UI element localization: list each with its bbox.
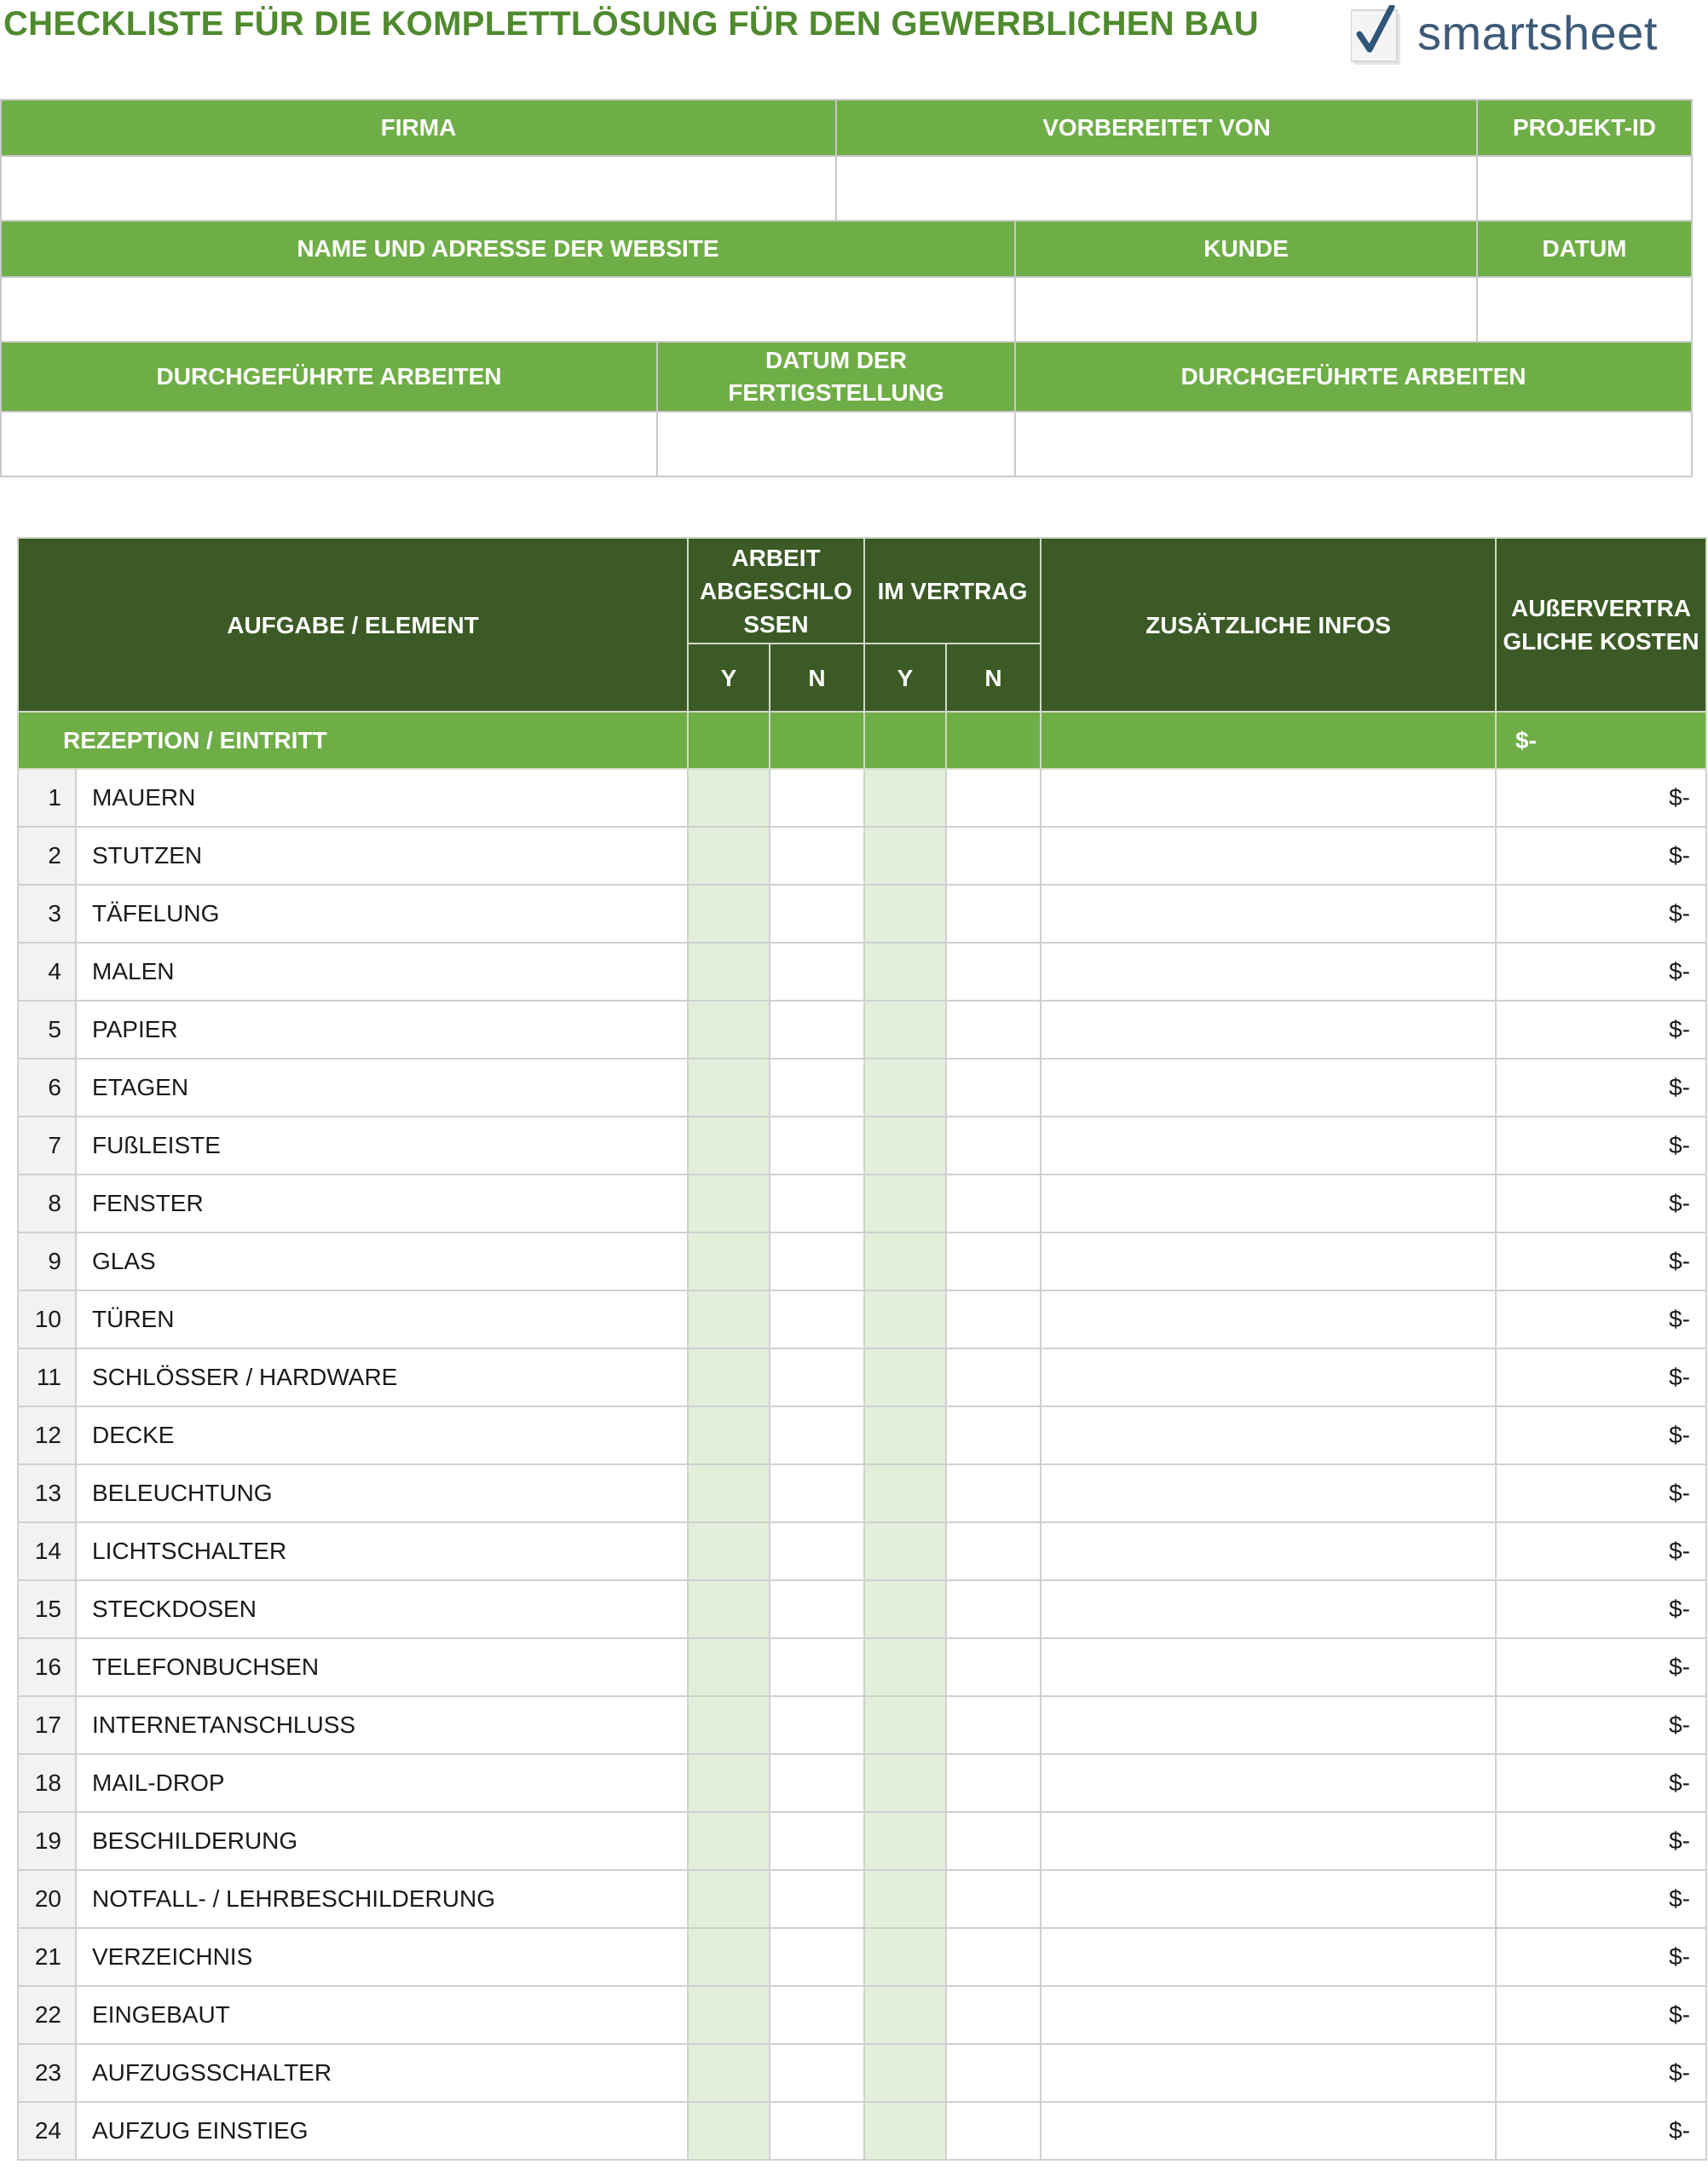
table-row [18,1175,1706,1232]
work-done-no-cell[interactable] [770,1580,864,1638]
work-performed-label-2: DURCHGEFÜHRTE ARBEITEN [1015,342,1692,412]
work-done-yes-cell[interactable] [688,1696,770,1754]
table-row [18,1696,1706,1754]
work-done-yes-cell[interactable] [688,1232,770,1290]
table-row [18,2044,1706,2102]
work-done-yes-cell[interactable] [688,2044,770,2102]
customer-field[interactable] [1015,277,1477,342]
extra-cost-header: AUßERVERTRA GLICHE KOSTEN [1496,538,1706,712]
in-contract-yes-cell[interactable] [864,1522,946,1580]
row-task: STUTZEN [76,827,688,885]
in-contract-yes-cell[interactable] [864,1232,946,1290]
work-done-no-cell[interactable] [770,1406,864,1464]
smartsheet-logo [1351,0,1670,68]
additional-info-cell[interactable] [1041,827,1496,885]
in-contract-no-cell[interactable] [946,1232,1041,1290]
project-id-label: PROJEKT-ID [1477,100,1692,156]
table-row [18,1406,1706,1464]
row-task: FUßLEISTE [76,1117,688,1175]
in-contract-no-cell[interactable] [946,1580,1041,1638]
additional-info-cell[interactable] [1041,1348,1496,1406]
completion-date-label: DATUM DER FERTIGSTELLUNG [657,342,1015,412]
row-number: 7 [18,1117,76,1175]
row-number: 10 [18,1290,76,1348]
row-number: 6 [18,1059,76,1117]
in-contract-no-cell[interactable] [946,1870,1041,1928]
row-cost: $- [1496,1522,1706,1580]
work-done-yes-cell[interactable] [688,1464,770,1522]
work-done-no-cell[interactable] [770,2102,864,2160]
work-performed-field-2[interactable] [1015,412,1692,476]
additional-info-cell[interactable] [1041,1928,1496,1986]
work-done-no-cell[interactable] [770,827,864,885]
table-row [18,1522,1706,1580]
row-number: 3 [18,885,76,943]
row-number: 1 [18,769,76,827]
table-row [18,1290,1706,1348]
row-number: 11 [18,1348,76,1406]
work-done-yes-cell[interactable] [688,769,770,827]
section-cost: $- [1496,712,1706,769]
work-done-no-cell[interactable] [770,769,864,827]
row-number: 14 [18,1522,76,1580]
table-row [18,827,1706,885]
work-done-yes-cell[interactable] [688,885,770,943]
work-done-no-cell[interactable] [770,1232,864,1290]
work-done-yes-cell[interactable] [688,1001,770,1059]
work-done-yes-cell[interactable] [688,1175,770,1232]
additional-info-cell[interactable] [1041,1117,1496,1175]
company-label: FIRMA [1,100,836,156]
additional-info-cell[interactable] [1041,1580,1496,1638]
additional-info-cell[interactable] [1041,1175,1496,1232]
in-contract-yes-cell[interactable] [864,885,946,943]
row-task: AUFZUG EINSTIEG [76,2102,688,2160]
work-done-no-cell[interactable] [770,1754,864,1812]
table-row [18,943,1706,1001]
in-contract-yes-cell[interactable] [864,1928,946,1986]
work-done-no-cell[interactable] [770,1986,864,2044]
in-contract-no-cell[interactable] [946,885,1041,943]
work-done-yes-cell[interactable] [688,1928,770,1986]
in-contract-yes-cell[interactable] [864,1001,946,1059]
row-number: 4 [18,943,76,1001]
work-done-yes-cell[interactable] [688,1870,770,1928]
table-row [18,1754,1706,1812]
in-contract-yes-cell[interactable] [864,1638,946,1696]
logo-wordmark: smartsheet [1417,6,1658,60]
row-number: 24 [18,2102,76,2160]
checklist-table [17,537,1707,2161]
row-cost: $- [1496,885,1706,943]
table-row [18,1580,1706,1638]
in-contract-no-cell[interactable] [946,1638,1041,1696]
row-number: 12 [18,1406,76,1464]
additional-info-cell[interactable] [1041,1812,1496,1870]
row-cost: $- [1496,769,1706,827]
row-task: TELEFONBUCHSEN [76,1638,688,1696]
table-row [18,1232,1706,1290]
in-contract-no-cell[interactable] [946,943,1041,1001]
row-cost: $- [1496,943,1706,1001]
additional-info-cell[interactable] [1041,943,1496,1001]
work-done-no-cell[interactable] [770,1348,864,1406]
site-name-address-field[interactable] [1,277,1015,342]
company-field[interactable] [1,156,836,221]
task-header: AUFGABE / ELEMENT [18,538,688,712]
in-contract-yes-header: Y [864,644,946,712]
row-task: STECKDOSEN [76,1580,688,1638]
row-cost: $- [1496,1001,1706,1059]
in-contract-no-cell[interactable] [946,1986,1041,2044]
work-done-no-cell[interactable] [770,1001,864,1059]
work-done-header: ARBEIT ABGESCHLO SSEN [688,538,864,644]
work-done-yes-cell[interactable] [688,1290,770,1348]
row-number: 9 [18,1232,76,1290]
table-row [18,1928,1706,1986]
work-done-no-cell[interactable] [770,1638,864,1696]
work-done-yes-cell[interactable] [688,2102,770,2160]
work-done-yes-cell[interactable] [688,1522,770,1580]
additional-info-cell[interactable] [1041,885,1496,943]
in-contract-yes-cell[interactable] [864,827,946,885]
in-contract-no-cell[interactable] [946,1928,1041,1986]
in-contract-no-cell[interactable] [946,1117,1041,1175]
row-task: EINGEBAUT [76,1986,688,2044]
in-contract-no-cell[interactable] [946,827,1041,885]
row-number: 13 [18,1464,76,1522]
row-cost: $- [1496,1870,1706,1928]
in-contract-no-cell[interactable] [946,769,1041,827]
row-cost: $- [1496,1059,1706,1117]
row-number: 15 [18,1580,76,1638]
row-task: ETAGEN [76,1059,688,1117]
prepared-by-field[interactable] [836,156,1477,221]
additional-info-cell[interactable] [1041,1232,1496,1290]
additional-info-cell[interactable] [1041,2044,1496,2102]
section-row [18,712,1706,769]
in-contract-yes-cell[interactable] [864,1754,946,1812]
table-row [18,1464,1706,1522]
row-task: AUFZUGSSCHALTER [76,2044,688,2102]
in-contract-yes-cell[interactable] [864,1580,946,1638]
in-contract-no-cell[interactable] [946,1406,1041,1464]
table-row [18,885,1706,943]
date-field[interactable] [1477,277,1692,342]
row-task: PAPIER [76,1001,688,1059]
table-row [18,769,1706,827]
in-contract-no-cell[interactable] [946,1059,1041,1117]
work-done-no-cell[interactable] [770,1812,864,1870]
additional-info-cell[interactable] [1041,1696,1496,1754]
work-done-yes-cell[interactable] [688,1638,770,1696]
table-row [18,1001,1706,1059]
additional-info-cell[interactable] [1041,1754,1496,1812]
in-contract-yes-cell[interactable] [864,943,946,1001]
row-number: 22 [18,1986,76,2044]
additional-info-cell[interactable] [1041,1406,1496,1464]
work-done-yes-cell[interactable] [688,1406,770,1464]
page-title: CHECKLISTE FÜR DIE KOMPLETTLÖSUNG FÜR DEN GEWERBLICHEN BAU [3,5,1259,43]
in-contract-no-cell[interactable] [946,1290,1041,1348]
row-cost: $- [1496,1696,1706,1754]
work-done-no-cell[interactable] [770,2044,864,2102]
row-task: BELEUCHTUNG [76,1464,688,1522]
in-contract-yes-cell[interactable] [864,1986,946,2044]
work-done-no-cell[interactable] [770,1870,864,1928]
in-contract-yes-cell[interactable] [864,1348,946,1406]
row-task: MAUERN [76,769,688,827]
work-done-no-header: N [770,644,864,712]
row-task: TÄFELUNG [76,885,688,943]
row-task: VERZEICHNIS [76,1928,688,1986]
in-contract-no-header: N [946,644,1041,712]
row-task: INTERNETANSCHLUSS [76,1696,688,1754]
table-row [18,1638,1706,1696]
additional-info-cell[interactable] [1041,1638,1496,1696]
in-contract-yes-cell[interactable] [864,1175,946,1232]
table-row [18,1870,1706,1928]
work-done-no-cell[interactable] [770,1175,864,1232]
in-contract-yes-cell[interactable] [864,769,946,827]
row-number: 23 [18,2044,76,2102]
row-task: TÜREN [76,1290,688,1348]
row-number: 5 [18,1001,76,1059]
in-contract-no-cell[interactable] [946,1175,1041,1232]
additional-info-cell[interactable] [1041,1059,1496,1117]
row-number: 20 [18,1870,76,1928]
section-label: REZEPTION / EINTRITT [18,712,688,769]
row-task: GLAS [76,1232,688,1290]
row-number: 8 [18,1175,76,1232]
work-done-yes-cell[interactable] [688,1986,770,2044]
work-performed-field-1[interactable] [1,412,657,476]
work-done-yes-cell[interactable] [688,1348,770,1406]
work-done-yes-cell[interactable] [688,1059,770,1117]
in-contract-yes-cell[interactable] [864,2102,946,2160]
row-cost: $- [1496,1406,1706,1464]
checkmark-logo-icon [1351,5,1411,68]
project-id-field[interactable] [1477,156,1692,221]
row-task: NOTFALL- / LEHRBESCHILDERUNG [76,1870,688,1928]
work-done-yes-cell[interactable] [688,827,770,885]
row-cost: $- [1496,1117,1706,1175]
in-contract-no-cell[interactable] [946,1464,1041,1522]
row-number: 19 [18,1812,76,1870]
row-cost: $- [1496,1232,1706,1290]
table-row [18,1117,1706,1175]
row-number: 2 [18,827,76,885]
row-cost: $- [1496,1638,1706,1696]
table-row [18,1059,1706,1117]
row-cost: $- [1496,1464,1706,1522]
work-done-no-cell[interactable] [770,1696,864,1754]
additional-info-cell[interactable] [1041,2102,1496,2160]
in-contract-yes-cell[interactable] [864,1464,946,1522]
in-contract-yes-cell[interactable] [864,1870,946,1928]
row-task: FENSTER [76,1175,688,1232]
work-done-no-cell[interactable] [770,1464,864,1522]
row-task: MAIL-DROP [76,1754,688,1812]
in-contract-no-cell[interactable] [946,2102,1041,2160]
in-contract-no-cell[interactable] [946,1812,1041,1870]
project-info-table [0,99,1693,477]
row-cost: $- [1496,1986,1706,2044]
row-task: LICHTSCHALTER [76,1522,688,1580]
work-done-no-cell[interactable] [770,1522,864,1580]
row-number: 17 [18,1696,76,1754]
row-cost: $- [1496,1290,1706,1348]
in-contract-no-cell[interactable] [946,1754,1041,1812]
row-number: 18 [18,1754,76,1812]
in-contract-yes-cell[interactable] [864,1290,946,1348]
in-contract-no-cell[interactable] [946,1522,1041,1580]
work-done-no-cell[interactable] [770,1117,864,1175]
additional-info-header: ZUSÄTZLICHE INFOS [1041,538,1496,712]
table-row [18,1986,1706,2044]
work-done-no-cell[interactable] [770,1928,864,1986]
work-done-yes-cell[interactable] [688,1754,770,1812]
in-contract-yes-cell[interactable] [864,1812,946,1870]
row-task: BESCHILDERUNG [76,1812,688,1870]
additional-info-cell[interactable] [1041,1986,1496,2044]
row-cost: $- [1496,1812,1706,1870]
work-done-yes-cell[interactable] [688,1812,770,1870]
work-done-yes-cell[interactable] [688,943,770,1001]
row-task: DECKE [76,1406,688,1464]
in-contract-no-cell[interactable] [946,1001,1041,1059]
row-cost: $- [1496,1928,1706,1986]
additional-info-cell[interactable] [1041,1290,1496,1348]
work-done-yes-cell[interactable] [688,1580,770,1638]
row-cost: $- [1496,1175,1706,1232]
in-contract-yes-cell[interactable] [864,1059,946,1117]
additional-info-cell[interactable] [1041,1464,1496,1522]
work-done-no-cell[interactable] [770,885,864,943]
in-contract-yes-cell[interactable] [864,1696,946,1754]
work-performed-label-1: DURCHGEFÜHRTE ARBEITEN [1,342,657,412]
work-done-no-cell[interactable] [770,1290,864,1348]
row-cost: $- [1496,2102,1706,2160]
work-done-yes-header: Y [688,644,770,712]
row-cost: $- [1496,2044,1706,2102]
additional-info-cell[interactable] [1041,769,1496,827]
row-number: 21 [18,1928,76,1986]
row-cost: $- [1496,827,1706,885]
additional-info-cell[interactable] [1041,1870,1496,1928]
row-task: SCHLÖSSER / HARDWARE [76,1348,688,1406]
in-contract-no-cell[interactable] [946,1348,1041,1406]
in-contract-no-cell[interactable] [946,2044,1041,2102]
work-done-no-cell[interactable] [770,943,864,1001]
additional-info-cell[interactable] [1041,1522,1496,1580]
prepared-by-label: VORBEREITET VON [836,100,1477,156]
row-cost: $- [1496,1580,1706,1638]
in-contract-no-cell[interactable] [946,1696,1041,1754]
table-row [18,1812,1706,1870]
customer-label: KUNDE [1015,221,1477,277]
in-contract-yes-cell[interactable] [864,2044,946,2102]
in-contract-header: IM VERTRAG [864,538,1041,644]
table-row [18,1348,1706,1406]
row-cost: $- [1496,1754,1706,1812]
row-number: 16 [18,1638,76,1696]
in-contract-yes-cell[interactable] [864,1117,946,1175]
work-done-yes-cell[interactable] [688,1117,770,1175]
in-contract-yes-cell[interactable] [864,1406,946,1464]
work-done-no-cell[interactable] [770,1059,864,1117]
additional-info-cell[interactable] [1041,1001,1496,1059]
row-cost: $- [1496,1348,1706,1406]
site-name-address-label: NAME UND ADRESSE DER WEBSITE [1,221,1015,277]
completion-date-field[interactable] [657,412,1015,476]
table-row [18,2102,1706,2160]
row-task: MALEN [76,943,688,1001]
date-label: DATUM [1477,221,1692,277]
